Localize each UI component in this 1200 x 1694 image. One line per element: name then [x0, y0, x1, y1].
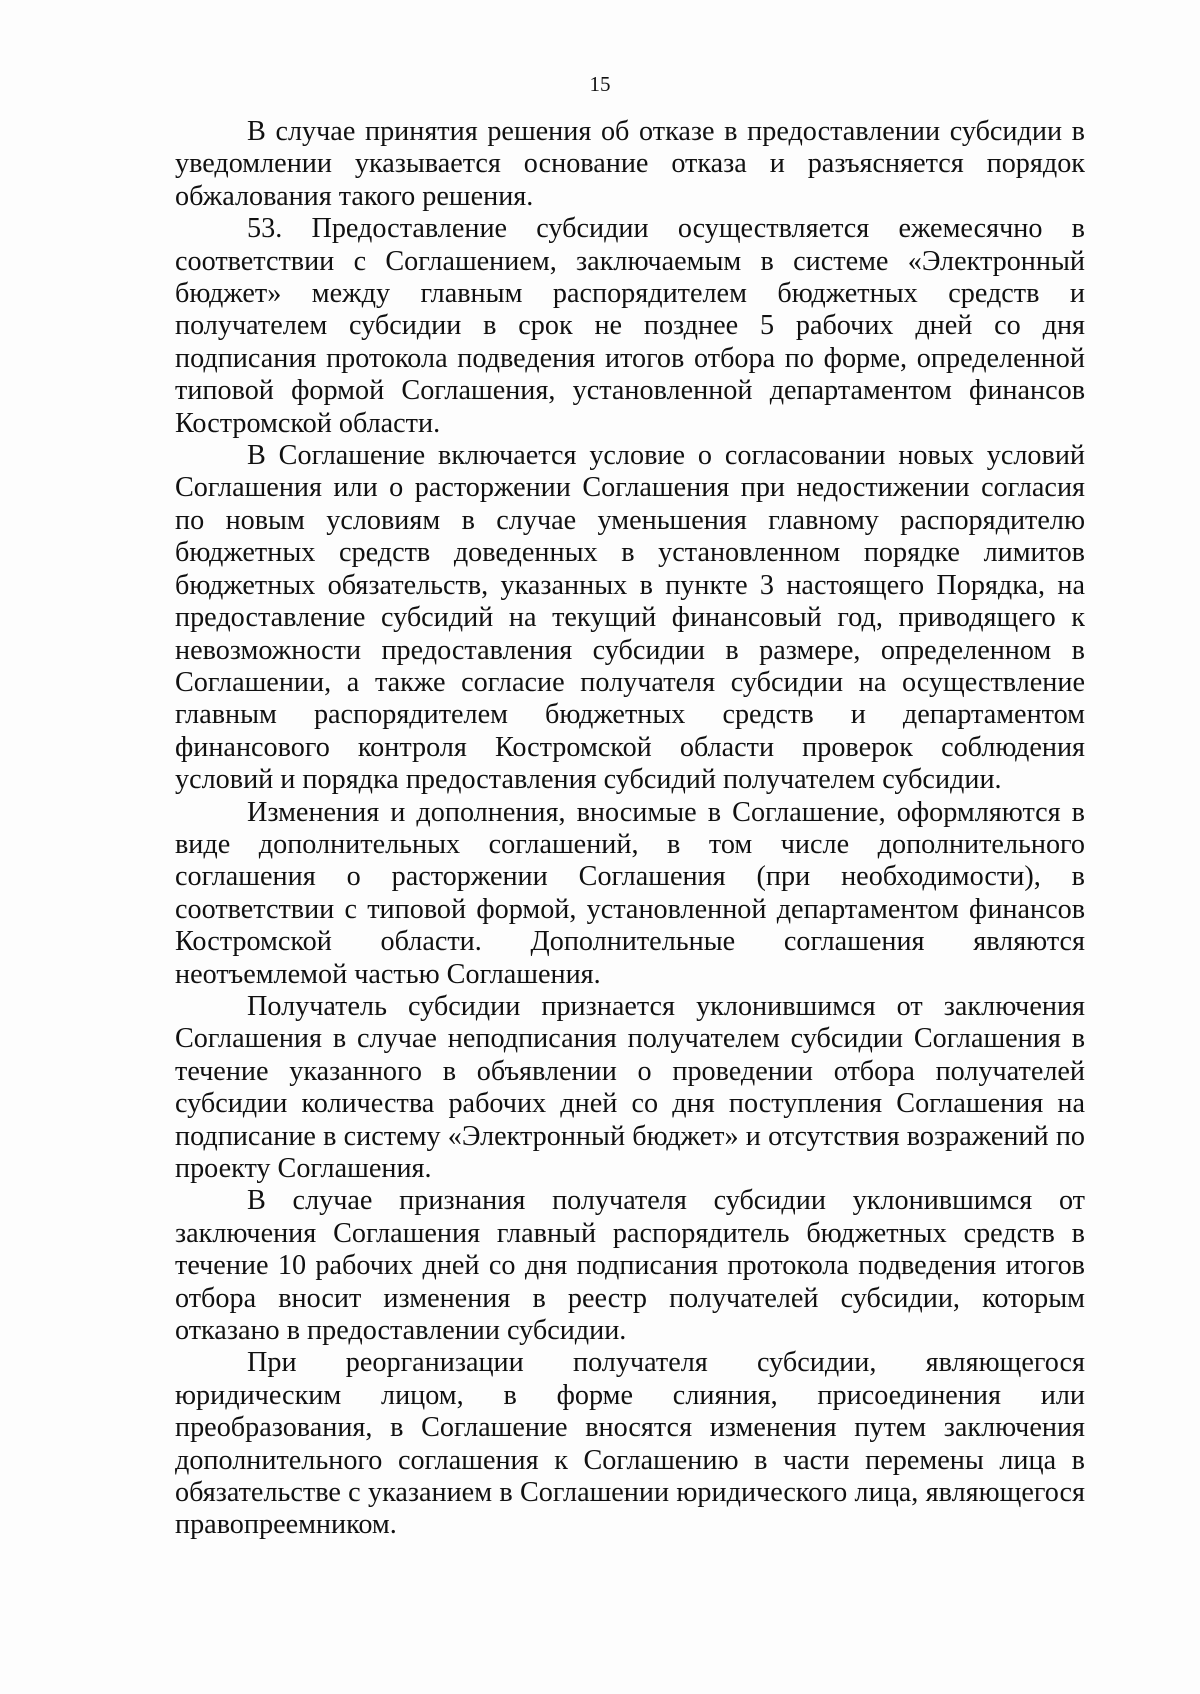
paragraph-agreement-amendments: Изменения и дополнения, вносимые в Соглашение, оформляются в виде дополнительных соглашений, в том числе дополнительного соглашения о расторжении Соглашения (при необходимости), в соответствии с типовой формой, установленной департаментом финансов Костромской области. Дополнительные соглашения являются неотъемлемой частью Соглашения.	[175, 796, 1085, 990]
paragraph-agreement-conditions: В Соглашение включается условие о согласовании новых условий Соглашения или о расторжении Соглашения при недостижении согласия по новым условиям в случае уменьшения главному распорядителю бюджетных средств доведенных в установленном порядке лимитов бюджетных обязательств, указанных в пункте 3 настоящего Порядка, на предоставление субсидий на текущий финансовый год, приводящего к невозможности предоставления субсидии в размере, определенном в Соглашении, а также согласие получателя субсидии на осуществление главным распорядителем бюджетных средств и департаментом финансового контроля Костромской области проверок соблюдения условий и порядка предоставления субсидий получателем субсидии.	[175, 440, 1085, 796]
paragraph-reorganization: При реорганизации получателя субсидии, являющегося юридическим лицом, в форме слияния, присоединения или преобразования, в Соглашение вносятся изменения путем заключения дополнительного соглашения к Соглашению в части перемены лица в обязательстве с указанием в Соглашении юридического лица, являющегося правопреемником.	[175, 1347, 1085, 1541]
document-body	[175, 116, 1085, 1542]
paragraph-registry-changes: В случае признания получателя субсидии уклонившимся от заключения Соглашения главный распорядитель бюджетных средств в течение 10 рабочих дней со дня подписания протокола подведения итогов отбора вносит изменения в реестр получателей субсидии, которым отказано в предоставлении субсидии.	[175, 1185, 1085, 1347]
paragraph-refusal-notice: В случае принятия решения об отказе в предоставлении субсидии в уведомлении указывается основание отказа и разъясняется порядок обжалования такого решения.	[175, 116, 1085, 212]
paragraph-recipient-evasion: Получатель субсидии признается уклонившимся от заключения Соглашения в случае неподписания получателем субсидии Соглашения в течение указанного в объявлении о проведении отбора получателей субсидии количества рабочих дней со дня поступления Соглашения на подписание в систему «Электронный бюджет» и отсутствия возражений по проекту Соглашения.	[175, 990, 1085, 1184]
paragraph-53-subsidy-provision: 53. Предоставление субсидии осуществляется ежемесячно в соответствии с Соглашением, заключаемым в системе «Электронный бюджет» между главным распорядителем бюджетных средств и получателем субсидии в срок не позднее 5 рабочих дней со дня подписания протокола подведения итогов отбора по форме, определенной типовой формой Соглашения, установленной департаментом финансов Костромской области.	[175, 213, 1085, 439]
page-number: 15	[589, 72, 611, 96]
